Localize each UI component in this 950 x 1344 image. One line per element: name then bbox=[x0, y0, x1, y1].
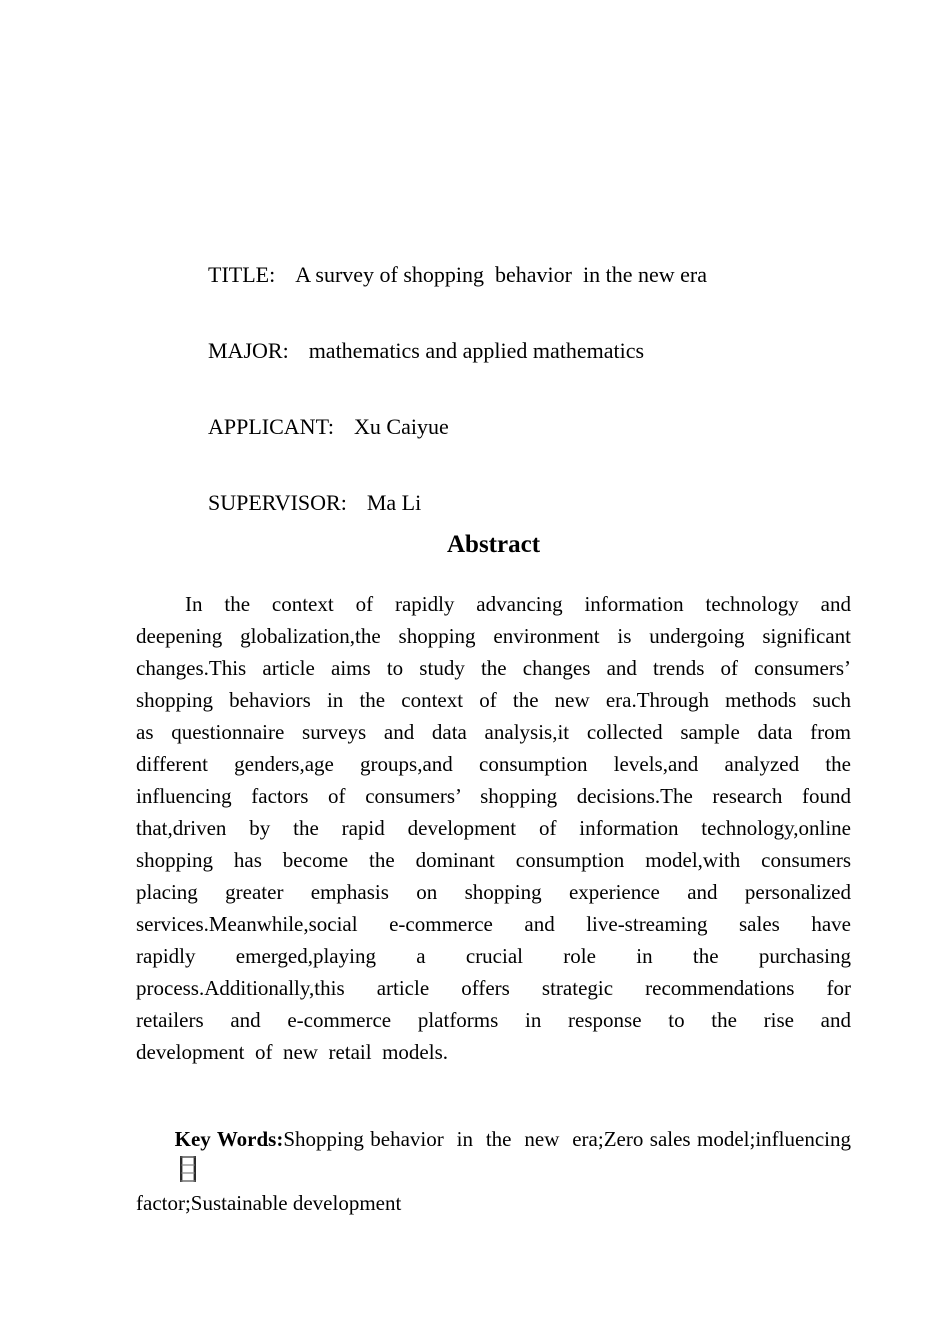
abstract-line: rapidly emerged,playing a crucial role in the purchasing bbox=[136, 944, 851, 968]
abstract-line: shopping has become the dominant consumption model,with consumers bbox=[136, 848, 851, 872]
cjk-mu-character-icon bbox=[179, 1155, 197, 1183]
abstract-line: changes.This article aims to study the changes and trends of consumers’ bbox=[136, 656, 851, 680]
abstract-line: retailers and e-commerce platforms in response to the rise and bbox=[136, 1008, 851, 1032]
abstract-line: that,driven by the rapid development of information technology,online bbox=[136, 816, 851, 840]
abstract-line: services.Meanwhile,social e-commerce and live-streaming sales have bbox=[136, 912, 851, 936]
field-applicant-value: Xu Caiyue bbox=[354, 414, 449, 439]
keywords-text: Shopping behavior in the new era;Zero sales model;influencing bbox=[283, 1127, 851, 1151]
field-major-label: MAJOR: bbox=[208, 338, 289, 363]
keywords-line-1 bbox=[136, 1091, 851, 1187]
cover-fields bbox=[175, 239, 707, 543]
abstract-line: shopping behaviors in the context of the new era.Through methods such bbox=[136, 688, 851, 712]
abstract-paragraph bbox=[136, 588, 851, 1068]
field-title bbox=[175, 239, 707, 287]
field-supervisor-label: SUPERVISOR: bbox=[208, 490, 347, 515]
abstract-heading: Abstract bbox=[446, 531, 541, 558]
abstract-line: influencing factors of consumers’ shopping decisions.The research found bbox=[136, 784, 851, 808]
abstract-line: development of new retail models. bbox=[136, 1040, 448, 1064]
field-applicant bbox=[175, 391, 707, 439]
field-supervisor-value: Ma Li bbox=[366, 490, 422, 515]
keywords-section bbox=[136, 1091, 851, 1219]
abstract-line: In the context of rapidly advancing information technology and bbox=[185, 592, 851, 616]
abstract-line: placing greater emphasis on shopping experience and personalized bbox=[136, 880, 851, 904]
toc-character-glyph bbox=[179, 1155, 197, 1183]
keywords-label: Key Words: bbox=[174, 1127, 284, 1151]
abstract-line: as questionnaire surveys and data analysis,it collected sample data from bbox=[136, 720, 851, 744]
field-supervisor bbox=[175, 467, 707, 515]
field-applicant-label: APPLICANT: bbox=[208, 414, 335, 439]
abstract-line: deepening globalization,the shopping environment is undergoing significant bbox=[136, 624, 851, 648]
abstract-line: different genders,age groups,and consumption levels,and analyzed the bbox=[136, 752, 851, 776]
abstract-line: process.Additionally,this article offers strategic recommendations for bbox=[136, 976, 851, 1000]
field-major bbox=[175, 315, 707, 363]
field-title-label: TITLE: bbox=[208, 262, 276, 287]
field-major-value: mathematics and applied mathematics bbox=[308, 338, 645, 363]
keywords-line-2: factor;Sustainable development bbox=[136, 1191, 402, 1215]
field-title-value: A survey of shopping behavior in the new era bbox=[295, 262, 707, 287]
